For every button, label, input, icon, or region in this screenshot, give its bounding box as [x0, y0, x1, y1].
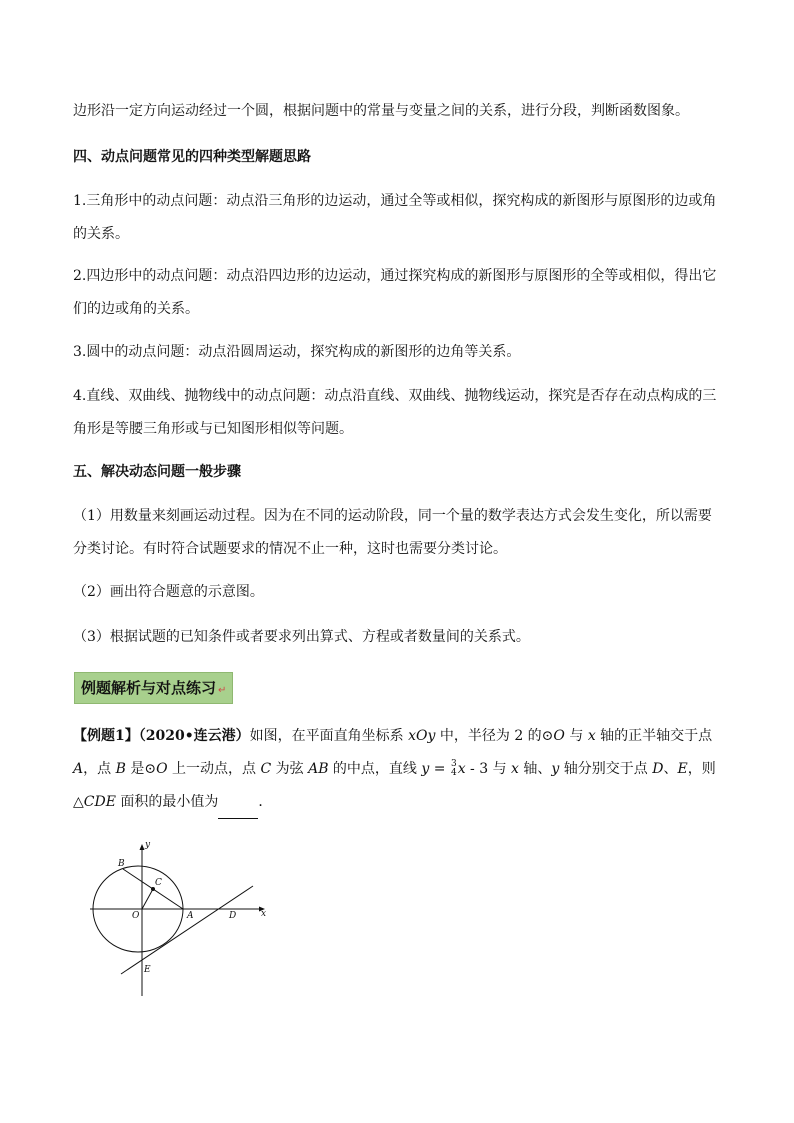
math-var: D	[652, 761, 664, 777]
example-text: =	[429, 761, 450, 777]
example-text: 面积的最小值为	[115, 794, 219, 810]
paragraph-type-1: 1.三角形中的动点问题：动点沿三角形的边运动，通过全等或相似，探究构成的新图形与原图形的边或角的关系。	[73, 193, 717, 242]
fraction-denominator: 4	[450, 768, 457, 778]
label-o: O	[132, 911, 140, 921]
segment-oc	[142, 889, 153, 909]
example-text: 轴、	[518, 761, 552, 777]
section-tag	[74, 672, 233, 704]
example-text: - 3 与	[465, 761, 512, 777]
label-b: B	[118, 859, 125, 869]
paragraph-type-3: 3.圆中的动点问题：动点沿圆周运动，探究构成的新图形的边角等关系。	[73, 344, 521, 360]
label-d: D	[229, 911, 237, 921]
math-var: xOy	[408, 728, 436, 744]
fraction-numerator: 3	[450, 759, 457, 769]
line-de	[121, 886, 253, 974]
section-tag-label: 例题解析与对点练习	[81, 679, 217, 697]
example-text: 上一动点，点	[167, 761, 261, 777]
paragraph-intro-tail: 边形沿一定方向运动经过一个圆，根据问题中的常量与变量之间的关系，进行分段，判断函数图象。	[73, 103, 689, 119]
example-text: 中，半径为 2 的⊙	[435, 728, 554, 744]
example-text: ．	[258, 794, 273, 810]
label-c: C	[155, 878, 162, 888]
x-axis-label: x	[261, 909, 267, 919]
y-axis-arrow-icon	[140, 844, 145, 850]
paragraph-step-2: （2）画出符合题意的示意图。	[73, 584, 264, 600]
math-var: x	[511, 761, 519, 777]
example-text: 与	[564, 728, 588, 744]
example-text: 如图，在平面直角坐标系	[249, 728, 409, 744]
math-var: x	[457, 761, 466, 777]
label-a: A	[187, 911, 194, 921]
math-var: y	[421, 761, 430, 777]
math-var: CDE	[83, 794, 116, 810]
math-var: O	[553, 728, 565, 744]
heading-section-4: 四、动点问题常见的四种类型解题思路	[73, 149, 311, 165]
answer-blank[interactable]	[218, 800, 258, 819]
paragraph-step-3: （3）根据试题的已知条件或者要求列出算式、方程或者数量间的关系式。	[73, 629, 530, 645]
math-var: y	[551, 761, 560, 777]
math-var: AB	[308, 761, 329, 777]
example-text: ，点	[83, 761, 116, 777]
y-axis-label: y	[145, 840, 151, 850]
paragraph-mark-icon: ↵	[218, 685, 227, 696]
heading-section-5: 五、解决动态问题一般步骤	[73, 464, 241, 480]
label-e: E	[144, 965, 151, 975]
example-source: （2020•连云港）	[138, 728, 250, 744]
example-text: 为弦	[271, 761, 309, 777]
example-text: 、	[663, 761, 678, 777]
paragraph-step-1: （1）用数量来刻画运动过程。因为在不同的运动阶段，同一个量的数学表达方式会发生变化，所以需要分类讨论。有时符合试题要求的情况不止一种，这时也需要分类讨论。	[73, 508, 712, 557]
math-var: O	[156, 761, 168, 777]
example-text: 轴的正半轴交于点	[595, 728, 713, 744]
fraction	[451, 760, 457, 778]
math-var: C	[260, 761, 272, 777]
example-text: 的中点，直线	[328, 761, 422, 777]
example-text: 轴分别交于点	[559, 761, 653, 777]
math-var: A	[73, 761, 84, 777]
example-text: ，则△	[73, 761, 716, 810]
example-label: 【例题1】	[73, 728, 139, 744]
math-var: x	[587, 728, 596, 744]
math-var: E	[677, 761, 688, 777]
math-var: B	[115, 761, 126, 777]
paragraph-type-2: 2.四边形中的动点问题：动点沿四边形的边运动，通过探究构成的新图形与原图形的全等或相似，得出它们的边或角的关系。	[73, 268, 717, 317]
paragraph-type-4: 4.直线、双曲线、抛物线中的动点问题：动点沿直线、双曲线、抛物线运动，探究是否存在动点构成的三角形是等腰三角形或与已知图形相似等问题。	[73, 388, 717, 437]
geometry-figure	[85, 838, 270, 998]
example-text: 是⊙	[125, 761, 157, 777]
example-1-problem	[73, 720, 723, 819]
